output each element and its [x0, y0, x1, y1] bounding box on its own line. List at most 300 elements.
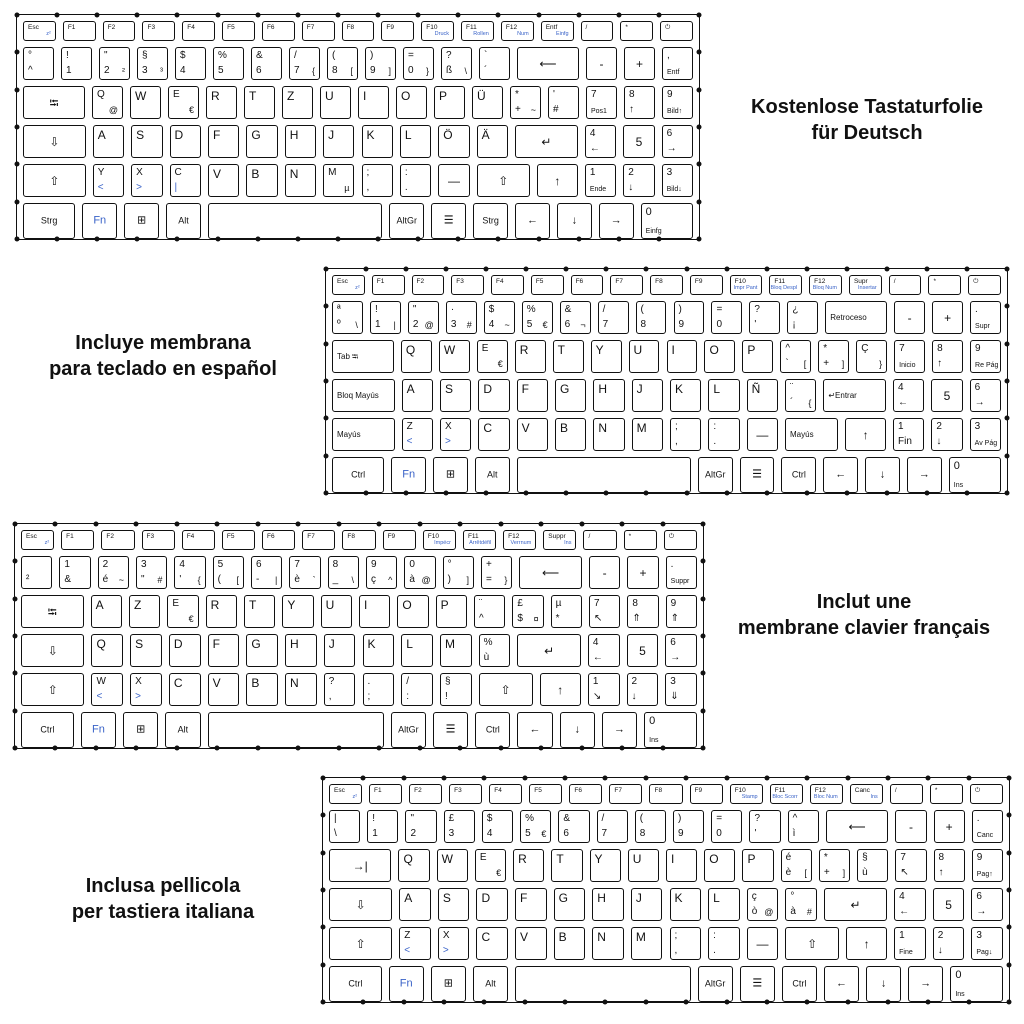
symbol-key-1-4[interactable] — [175, 47, 206, 80]
windows-key[interactable] — [123, 712, 158, 748]
f3-key[interactable] — [142, 21, 175, 41]
plus-key[interactable] — [934, 810, 965, 843]
alt-key[interactable] — [473, 966, 508, 1002]
k-key[interactable] — [670, 379, 701, 412]
ctrl-key[interactable] — [332, 457, 384, 493]
f8-key[interactable] — [342, 21, 375, 41]
strg-key[interactable] — [23, 203, 75, 239]
space-key[interactable] — [517, 457, 691, 493]
symbol-key-2-12[interactable] — [512, 595, 543, 628]
symbol-key-2-13[interactable] — [551, 595, 582, 628]
f4-key[interactable] — [182, 530, 215, 550]
f4-key[interactable] — [182, 21, 215, 41]
5-key[interactable] — [623, 125, 654, 158]
f7-key[interactable] — [302, 530, 335, 550]
windows-key[interactable] — [431, 966, 466, 1002]
f6-key[interactable] — [569, 784, 602, 804]
up-arrow-key[interactable] — [540, 673, 581, 706]
t-key[interactable] — [244, 595, 275, 628]
menu-key[interactable] — [740, 457, 775, 493]
alt-key[interactable] — [475, 457, 510, 493]
symbol-key-4-9[interactable] — [708, 927, 740, 960]
r-key[interactable] — [513, 849, 544, 882]
9-key[interactable] — [662, 86, 693, 119]
symbol-key-3-11[interactable] — [785, 888, 817, 921]
d-key[interactable] — [476, 888, 508, 921]
t-key[interactable] — [553, 340, 584, 373]
caps-lock-key[interactable] — [329, 888, 392, 921]
symbol-key-1-9[interactable] — [673, 810, 704, 843]
tab-key[interactable] — [21, 595, 84, 628]
menu-key[interactable] — [740, 966, 775, 1002]
w-key[interactable] — [130, 86, 161, 119]
f10-key[interactable] — [730, 784, 763, 804]
caps-lock-key[interactable] — [23, 125, 86, 158]
a-key[interactable] — [399, 888, 431, 921]
n-key[interactable] — [592, 927, 624, 960]
3-key[interactable] — [136, 556, 167, 589]
1-key[interactable] — [585, 164, 616, 197]
power-key[interactable] — [968, 275, 1001, 295]
j-key[interactable] — [632, 379, 663, 412]
tab-key[interactable] — [332, 340, 394, 373]
shift-key[interactable] — [479, 673, 533, 706]
h-key[interactable] — [285, 634, 317, 667]
f8-key[interactable] — [649, 784, 682, 804]
symbol-key-4-8[interactable] — [362, 164, 393, 197]
e-key[interactable] — [167, 595, 198, 628]
5-key[interactable] — [931, 379, 962, 412]
down-arrow-key[interactable] — [557, 203, 592, 239]
6-key[interactable] — [251, 556, 282, 589]
m-key[interactable] — [323, 164, 354, 197]
o-key[interactable] — [438, 125, 469, 158]
ctrl-key[interactable] — [21, 712, 74, 748]
s-key[interactable] — [440, 379, 471, 412]
alt-key[interactable] — [166, 203, 201, 239]
up-arrow-key[interactable] — [845, 418, 886, 451]
2-key[interactable] — [933, 927, 965, 960]
e-key[interactable] — [168, 86, 199, 119]
e-key[interactable] — [475, 849, 506, 882]
o-key[interactable] — [397, 595, 428, 628]
menu-key[interactable] — [431, 203, 466, 239]
down-arrow-key[interactable] — [865, 457, 900, 493]
m-key[interactable] — [440, 634, 472, 667]
k-key[interactable] — [363, 634, 395, 667]
left-arrow-key[interactable] — [515, 203, 550, 239]
4-key[interactable] — [893, 379, 924, 412]
7-key[interactable] — [289, 556, 320, 589]
p-key[interactable] — [742, 340, 773, 373]
e-key[interactable] — [781, 849, 812, 882]
f2-key[interactable] — [412, 275, 445, 295]
symbol-key-1-9[interactable] — [365, 47, 396, 80]
m-key[interactable] — [631, 927, 663, 960]
v-key[interactable] — [515, 927, 547, 960]
b-key[interactable] — [246, 164, 277, 197]
t-key[interactable] — [244, 86, 275, 119]
symbol-key-1-3[interactable] — [446, 301, 477, 334]
shift-key[interactable] — [21, 673, 84, 706]
backspace-key[interactable] — [517, 47, 579, 80]
1-key[interactable] — [893, 418, 924, 451]
f5-key[interactable] — [531, 275, 564, 295]
symbol-key-1-1[interactable] — [370, 301, 401, 334]
f8-key[interactable] — [650, 275, 683, 295]
f1-key[interactable] — [369, 784, 402, 804]
f4-key[interactable] — [491, 275, 524, 295]
symbol-key-1-3[interactable] — [137, 47, 168, 80]
slash-key[interactable] — [890, 784, 923, 804]
symbol-key-4-8[interactable] — [363, 673, 395, 706]
4-key[interactable] — [585, 125, 616, 158]
entf-key[interactable] — [541, 21, 574, 41]
j-key[interactable] — [631, 888, 663, 921]
l-key[interactable] — [708, 379, 739, 412]
y-key[interactable] — [93, 164, 124, 197]
8-key[interactable] — [627, 595, 658, 628]
symbol-key-2-11[interactable] — [780, 340, 811, 373]
u-key[interactable] — [321, 595, 352, 628]
symbol-key-1-4[interactable] — [482, 810, 513, 843]
g-key[interactable] — [554, 888, 586, 921]
c-key[interactable] — [856, 340, 887, 373]
f7-key[interactable] — [302, 21, 335, 41]
x-key[interactable] — [130, 673, 162, 706]
n-key[interactable] — [593, 418, 624, 451]
symbol-key-1-8[interactable] — [635, 810, 666, 843]
asterisk-key[interactable] — [818, 340, 849, 373]
c-key[interactable] — [747, 888, 779, 921]
altgr-key[interactable] — [698, 966, 733, 1002]
9-key[interactable] — [666, 595, 697, 628]
w-key[interactable] — [439, 340, 470, 373]
right-arrow-key[interactable] — [908, 966, 943, 1002]
b-key[interactable] — [555, 418, 586, 451]
plus-key[interactable] — [932, 301, 963, 334]
symbol-key-1-2[interactable] — [99, 47, 130, 80]
minus-key[interactable] — [589, 556, 620, 589]
symbol-key-1-6[interactable] — [560, 301, 591, 334]
ctrl-key[interactable] — [329, 966, 382, 1002]
8-key[interactable] — [624, 86, 655, 119]
f5-key[interactable] — [222, 21, 255, 41]
z-key[interactable] — [402, 418, 433, 451]
ctrl-key[interactable] — [782, 966, 817, 1002]
f-key[interactable] — [517, 379, 548, 412]
d-key[interactable] — [170, 125, 201, 158]
slash-key[interactable] — [581, 21, 614, 41]
f12-key[interactable] — [810, 784, 843, 804]
n-key[interactable] — [285, 673, 317, 706]
symbol-key-1-16[interactable] — [662, 47, 693, 80]
f2-key[interactable] — [409, 784, 442, 804]
slash-key[interactable] — [401, 673, 433, 706]
f-key[interactable] — [515, 888, 547, 921]
symbol-key-1-3[interactable] — [444, 810, 475, 843]
slash-key[interactable] — [597, 810, 628, 843]
f3-key[interactable] — [451, 275, 484, 295]
symbol-key-1-9[interactable] — [674, 301, 705, 334]
symbol-key-2-11[interactable] — [474, 595, 505, 628]
f10-key[interactable] — [423, 530, 456, 550]
fn-key[interactable] — [389, 966, 424, 1002]
u-key[interactable] — [629, 340, 660, 373]
0-key[interactable] — [404, 556, 435, 589]
right-arrow-key[interactable] — [907, 457, 942, 493]
1-key[interactable] — [59, 556, 90, 589]
2-key[interactable] — [98, 556, 129, 589]
f10-key[interactable] — [421, 21, 454, 41]
g-key[interactable] — [246, 125, 277, 158]
symbol-key-1-12[interactable] — [787, 301, 818, 334]
f-key[interactable] — [208, 125, 239, 158]
k-key[interactable] — [362, 125, 393, 158]
symbol-key-1-0[interactable] — [329, 810, 360, 843]
tab-key[interactable] — [23, 86, 85, 119]
h-key[interactable] — [285, 125, 316, 158]
w-key[interactable] — [437, 849, 468, 882]
i-key[interactable] — [359, 595, 390, 628]
z-key[interactable] — [282, 86, 313, 119]
y-key[interactable] — [282, 595, 313, 628]
q-key[interactable] — [398, 849, 429, 882]
5-key[interactable] — [213, 556, 244, 589]
esc-key[interactable] — [21, 530, 54, 550]
8-key[interactable] — [932, 340, 963, 373]
v-key[interactable] — [208, 673, 240, 706]
2-key[interactable] — [931, 418, 962, 451]
5-key[interactable] — [933, 888, 965, 921]
f11-key[interactable] — [461, 21, 494, 41]
u-key[interactable] — [472, 86, 503, 119]
symbol-key-4-10[interactable] — [747, 418, 778, 451]
f1-key[interactable] — [372, 275, 405, 295]
bloq-mayus-key[interactable] — [332, 379, 395, 412]
z-key[interactable] — [399, 927, 431, 960]
f9-key[interactable] — [381, 21, 414, 41]
f3-key[interactable] — [142, 530, 175, 550]
s-key[interactable] — [131, 125, 162, 158]
1-key[interactable] — [588, 673, 620, 706]
symbol-key-1-1[interactable] — [61, 47, 92, 80]
fn-key[interactable] — [82, 203, 117, 239]
g-key[interactable] — [246, 634, 278, 667]
f1-key[interactable] — [63, 21, 96, 41]
space-key[interactable] — [208, 203, 382, 239]
backspace-key[interactable] — [826, 810, 888, 843]
7-key[interactable] — [895, 849, 926, 882]
power-key[interactable] — [664, 530, 697, 550]
i-key[interactable] — [666, 849, 697, 882]
u-key[interactable] — [628, 849, 659, 882]
i-key[interactable] — [667, 340, 698, 373]
asterisk-key[interactable] — [510, 86, 541, 119]
t-key[interactable] — [551, 849, 582, 882]
9-key[interactable] — [970, 340, 1001, 373]
symbol-key-2-13[interactable] — [548, 86, 579, 119]
f9-key[interactable] — [690, 784, 723, 804]
f5-key[interactable] — [529, 784, 562, 804]
power-key[interactable] — [660, 21, 693, 41]
f8-key[interactable] — [342, 530, 375, 550]
h-key[interactable] — [592, 888, 624, 921]
1-key[interactable] — [894, 927, 926, 960]
x-key[interactable] — [440, 418, 471, 451]
symbol-key-1-16[interactable] — [666, 556, 697, 589]
symbol-key-1-11[interactable] — [749, 810, 780, 843]
8-key[interactable] — [934, 849, 965, 882]
symbol-key-1-5[interactable] — [520, 810, 551, 843]
symbol-key-1-10[interactable] — [403, 47, 434, 80]
4-key[interactable] — [894, 888, 926, 921]
d-key[interactable] — [478, 379, 509, 412]
m-key[interactable] — [632, 418, 663, 451]
i-key[interactable] — [358, 86, 389, 119]
symbol-key-1-16[interactable] — [972, 810, 1003, 843]
f11-key[interactable] — [769, 275, 802, 295]
shift-key[interactable] — [477, 164, 530, 197]
6-key[interactable] — [665, 634, 697, 667]
symbol-key-1-11[interactable] — [443, 556, 474, 589]
altgr-key[interactable] — [389, 203, 424, 239]
symbol-key-1-12[interactable] — [788, 810, 819, 843]
o-key[interactable] — [704, 849, 735, 882]
4-key[interactable] — [588, 634, 620, 667]
q-key[interactable] — [401, 340, 432, 373]
j-key[interactable] — [323, 125, 354, 158]
symbol-key-1-12[interactable] — [479, 47, 510, 80]
plus-key[interactable] — [627, 556, 658, 589]
alt-key[interactable] — [165, 712, 200, 748]
f9-key[interactable] — [383, 530, 416, 550]
9-key[interactable] — [366, 556, 397, 589]
ctrl-key[interactable] — [475, 712, 510, 748]
asterisk-key[interactable] — [930, 784, 963, 804]
f11-key[interactable] — [463, 530, 496, 550]
f6-key[interactable] — [262, 530, 295, 550]
right-arrow-key[interactable] — [602, 712, 637, 748]
windows-key[interactable] — [124, 203, 159, 239]
f6-key[interactable] — [262, 21, 295, 41]
l-key[interactable] — [708, 888, 740, 921]
f12-key[interactable] — [501, 21, 534, 41]
up-arrow-key[interactable] — [537, 164, 578, 197]
left-arrow-key[interactable] — [823, 457, 858, 493]
f5-key[interactable] — [222, 530, 255, 550]
l-key[interactable] — [400, 125, 431, 158]
w-key[interactable] — [91, 673, 123, 706]
minus-key[interactable] — [895, 810, 926, 843]
3-key[interactable] — [665, 673, 697, 706]
f2-key[interactable] — [103, 21, 136, 41]
n-key[interactable] — [747, 379, 778, 412]
f6-key[interactable] — [571, 275, 604, 295]
f7-key[interactable] — [609, 784, 642, 804]
esc-key[interactable] — [23, 21, 56, 41]
f9-key[interactable] — [690, 275, 723, 295]
suppr-key[interactable] — [543, 530, 576, 550]
symbol-key-1-2[interactable] — [405, 810, 436, 843]
9-key[interactable] — [972, 849, 1003, 882]
asterisk-key[interactable] — [928, 275, 961, 295]
shift-key[interactable] — [329, 927, 392, 960]
7-key[interactable] — [589, 595, 620, 628]
p-key[interactable] — [436, 595, 467, 628]
canc-key[interactable] — [850, 784, 883, 804]
mayus-key[interactable] — [785, 418, 838, 451]
symbol-key-4-8[interactable] — [670, 418, 701, 451]
slash-key[interactable] — [583, 530, 616, 550]
entrar-key[interactable] — [823, 379, 886, 412]
b-key[interactable] — [246, 673, 278, 706]
retroceso-key[interactable] — [825, 301, 887, 334]
symbol-key-1-0[interactable] — [21, 556, 52, 589]
a-key[interactable] — [91, 595, 122, 628]
symbol-key-2-13[interactable] — [857, 849, 888, 882]
r-key[interactable] — [206, 595, 237, 628]
windows-key[interactable] — [433, 457, 468, 493]
down-arrow-key[interactable] — [560, 712, 595, 748]
6-key[interactable] — [662, 125, 693, 158]
f2-key[interactable] — [101, 530, 134, 550]
o-key[interactable] — [704, 340, 735, 373]
asterisk-key[interactable] — [624, 530, 657, 550]
symbol-key-1-10[interactable] — [711, 301, 742, 334]
0-key[interactable] — [950, 966, 1003, 1002]
symbol-key-4-8[interactable] — [670, 927, 702, 960]
symbol-key-4-10[interactable] — [747, 927, 779, 960]
f12-key[interactable] — [503, 530, 536, 550]
symbol-key-1-11[interactable] — [441, 47, 472, 80]
caps-lock-key[interactable] — [21, 634, 84, 667]
k-key[interactable] — [670, 888, 702, 921]
asterisk-key[interactable] — [620, 21, 653, 41]
p-key[interactable] — [742, 849, 773, 882]
6-key[interactable] — [971, 888, 1003, 921]
minus-key[interactable] — [586, 47, 617, 80]
f-key[interactable] — [208, 634, 240, 667]
z-key[interactable] — [129, 595, 160, 628]
2-key[interactable] — [623, 164, 654, 197]
strg-key[interactable] — [473, 203, 508, 239]
h-key[interactable] — [593, 379, 624, 412]
symbol-key-1-4[interactable] — [484, 301, 515, 334]
altgr-key[interactable] — [391, 712, 426, 748]
symbol-key-1-0[interactable] — [23, 47, 54, 80]
f12-key[interactable] — [809, 275, 842, 295]
y-key[interactable] — [591, 340, 622, 373]
tab-key[interactable] — [329, 849, 391, 882]
fn-key[interactable] — [391, 457, 426, 493]
symbol-key-1-0[interactable] — [332, 301, 363, 334]
c-key[interactable] — [476, 927, 508, 960]
mayus-key[interactable] — [332, 418, 395, 451]
down-arrow-key[interactable] — [866, 966, 901, 1002]
c-key[interactable] — [478, 418, 509, 451]
symbol-key-1-1[interactable] — [367, 810, 398, 843]
4-key[interactable] — [174, 556, 205, 589]
symbol-key-1-16[interactable] — [970, 301, 1001, 334]
f11-key[interactable] — [770, 784, 803, 804]
u-key[interactable] — [320, 86, 351, 119]
up-arrow-key[interactable] — [846, 927, 887, 960]
symbol-key-4-9[interactable] — [708, 418, 739, 451]
a-key[interactable] — [477, 125, 508, 158]
asterisk-key[interactable] — [819, 849, 850, 882]
c-key[interactable] — [169, 673, 201, 706]
